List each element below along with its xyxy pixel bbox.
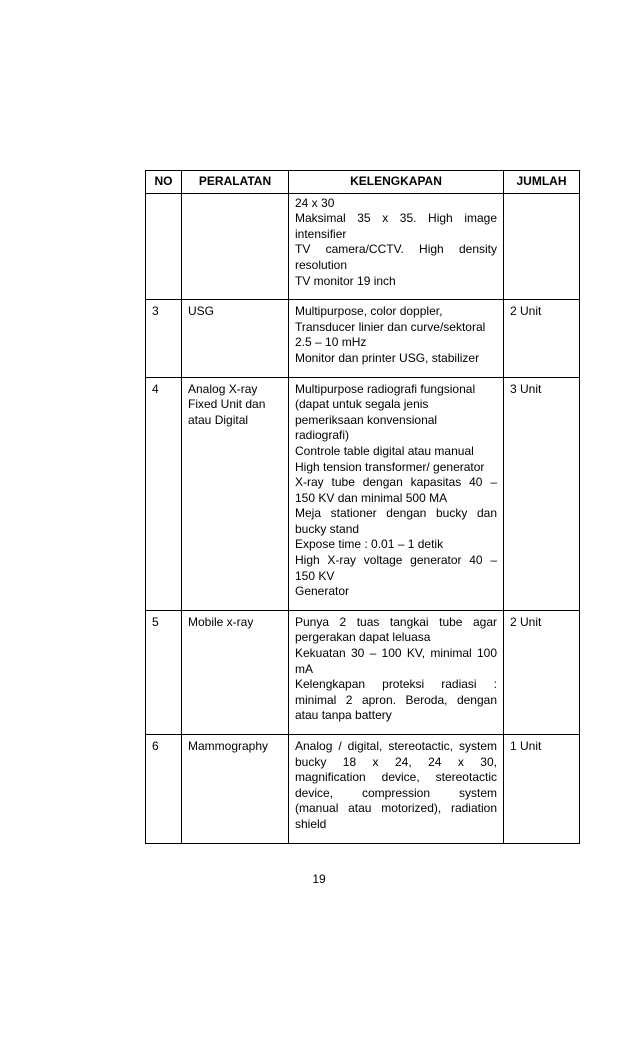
header-jumlah: JUMLAH bbox=[504, 171, 580, 194]
peralatan-line: USG bbox=[188, 304, 215, 319]
kelengkapan-line: radiografi) bbox=[295, 428, 350, 443]
kelengkapan-line: X-ray tube dengan kapasitas 40 – bbox=[295, 475, 497, 490]
table-row bbox=[146, 300, 580, 377]
cell-jumlah bbox=[504, 193, 580, 300]
kelengkapan-line: Meja stationer dengan bucky dan bbox=[295, 506, 497, 521]
table-row bbox=[146, 735, 580, 844]
table-body bbox=[146, 193, 580, 843]
kelengkapan-line: atau tanpa battery bbox=[295, 708, 392, 723]
kelengkapan-line: device, compression system bbox=[295, 785, 497, 800]
peralatan-line: Mobile x-ray bbox=[188, 614, 254, 629]
header-peralatan: PERALATAN bbox=[182, 171, 289, 194]
cell-kelengkapan bbox=[289, 300, 504, 377]
cell-no: 6 bbox=[146, 735, 182, 844]
kelengkapan-line: bucky 18 x 24, 24 x 30, bbox=[295, 754, 497, 769]
kelengkapan-line: intensifier bbox=[295, 226, 347, 241]
kelengkapan-line: (dapat untuk segala jenis bbox=[295, 397, 429, 412]
table-row bbox=[146, 193, 580, 300]
kelengkapan-line: resolution bbox=[295, 257, 348, 272]
cell-no: 4 bbox=[146, 377, 182, 610]
kelengkapan-line: mA bbox=[295, 661, 313, 676]
cell-peralatan bbox=[182, 610, 289, 734]
kelengkapan-line: 2.5 – 10 mHz bbox=[295, 335, 367, 350]
kelengkapan-line: minimal 2 apron. Beroda, dengan bbox=[295, 692, 497, 707]
kelengkapan-line: pergerakan dapat leluasa bbox=[295, 630, 431, 645]
peralatan-line: Analog X-ray bbox=[188, 381, 258, 396]
page-number: 19 bbox=[312, 872, 326, 886]
cell-kelengkapan bbox=[289, 193, 504, 300]
table-row bbox=[146, 610, 580, 734]
cell-jumlah: 1 Unit bbox=[504, 735, 580, 844]
kelengkapan-line: Monitor dan printer USG, stabilizer bbox=[295, 350, 480, 365]
cell-jumlah: 2 Unit bbox=[504, 610, 580, 734]
cell-jumlah: 3 Unit bbox=[504, 377, 580, 610]
cell-peralatan bbox=[182, 377, 289, 610]
kelengkapan-line: Controle table digital atau manual bbox=[295, 443, 474, 458]
header-no: NO bbox=[146, 171, 182, 194]
kelengkapan-line: 150 KV bbox=[295, 568, 335, 583]
kelengkapan-line: Multipurpose, color doppler, bbox=[295, 304, 443, 319]
cell-no: 3 bbox=[146, 300, 182, 377]
kelengkapan-line: 24 x 30 bbox=[295, 195, 335, 210]
cell-no bbox=[146, 193, 182, 300]
kelengkapan-line: Maksimal 35 x 35. High image bbox=[295, 211, 497, 226]
cell-no: 5 bbox=[146, 610, 182, 734]
peralatan-line: atau Digital bbox=[188, 412, 249, 427]
kelengkapan-line: TV monitor 19 inch bbox=[295, 273, 396, 288]
kelengkapan-line: shield bbox=[295, 816, 327, 831]
table-row bbox=[146, 377, 580, 610]
kelengkapan-line: Analog / digital, stereotactic, system bbox=[295, 739, 497, 753]
kelengkapan-line: High tension transformer/ generator bbox=[295, 459, 485, 474]
header-kelengkapan: KELENGKAPAN bbox=[289, 171, 504, 194]
kelengkapan-line: High X-ray voltage generator 40 – bbox=[295, 553, 497, 568]
kelengkapan-line: Punya 2 tuas tangkai tube agar bbox=[295, 614, 497, 629]
peralatan-line: Mammography bbox=[188, 739, 269, 753]
kelengkapan-line: Generator bbox=[295, 584, 350, 599]
kelengkapan-line: magnification device, stereotactic bbox=[295, 770, 497, 785]
kelengkapan-line: Transducer linier dan curve/sektoral bbox=[295, 319, 486, 334]
cell-kelengkapan bbox=[289, 610, 504, 734]
kelengkapan-line: Kekuatan 30 – 100 KV, minimal 100 bbox=[295, 646, 497, 661]
cell-peralatan bbox=[182, 193, 289, 300]
cell-kelengkapan bbox=[289, 735, 504, 844]
peralatan-line: Fixed Unit dan bbox=[188, 397, 266, 412]
kelengkapan-line: TV camera/CCTV. High density bbox=[295, 242, 497, 257]
cell-peralatan bbox=[182, 735, 289, 844]
kelengkapan-line: Expose time : 0.01 – 1 detik bbox=[295, 537, 444, 552]
kelengkapan-line: Multipurpose radiografi fungsional bbox=[295, 381, 476, 396]
cell-jumlah: 2 Unit bbox=[504, 300, 580, 377]
kelengkapan-line: Kelengkapan proteksi radiasi : bbox=[295, 677, 497, 692]
kelengkapan-line: 150 KV dan minimal 500 MA bbox=[295, 490, 448, 505]
kelengkapan-line: (manual atau motorized), radiation bbox=[295, 801, 497, 816]
kelengkapan-line: bucky stand bbox=[295, 521, 360, 536]
table-header-row bbox=[146, 171, 580, 194]
kelengkapan-line: pemeriksaan konvensional bbox=[295, 412, 438, 427]
cell-kelengkapan bbox=[289, 377, 504, 610]
equipment-table bbox=[145, 170, 580, 844]
cell-peralatan bbox=[182, 300, 289, 377]
